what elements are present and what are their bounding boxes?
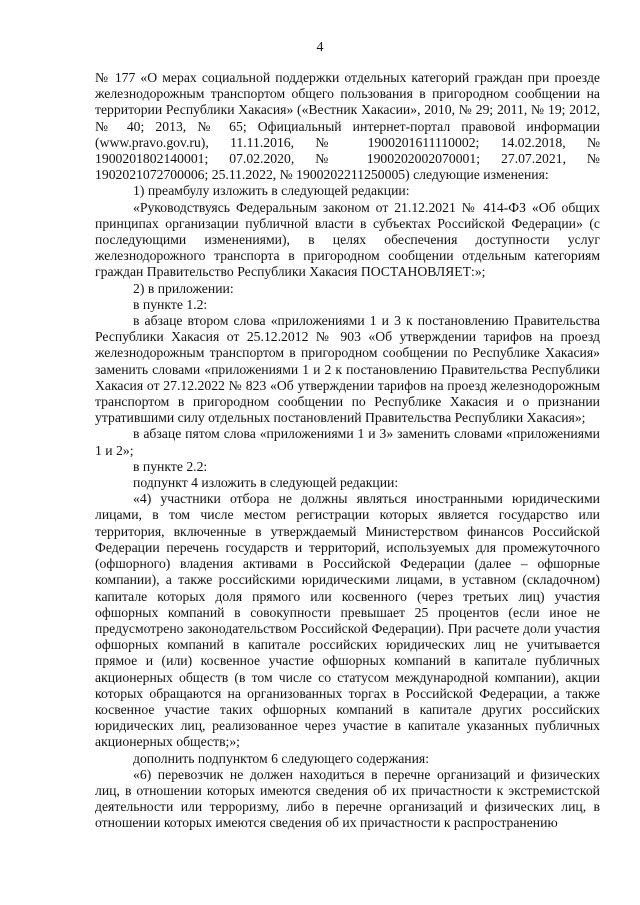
paragraph-second-abzats: в абзаце втором слова «приложениями 1 и 3 к постановлению Правительства Республики Хакасия от 25.12.2012 № 903 «Об утверждении тарифов на проезд железнодорожным транспортом в пригородном сообщении по Республике Хакасия» заменить словами «приложениями 1 и 2 к постановлению Правительства Республики Хакасия от 27.12.2022 № 823 «Об утверждении тарифов на проезд железнодорожным транспортом в пригородном сообщении по Республике Хакасия и о признании утратившими силу отдельных постановлений Правительства Республики Хакасия»; bbox=[95, 313, 600, 426]
paragraph-subpoint-6-intro: дополнить подпунктом 6 следующего содержания: bbox=[133, 750, 430, 766]
paragraph-subpoint-6-text: «6) перевозчик не должен находиться в перечне организаций и физических лиц, в отношении которых имеются сведения об их причастности к экстремистской деятельности или терроризму, либо в перечне организаций и физических лиц, в отношении которых имеются сведения об их причастности к распространению bbox=[95, 766, 600, 831]
paragraph-item-2: 2) в приложении: bbox=[133, 280, 234, 296]
paragraph-point-1-2: в пункте 1.2: bbox=[133, 296, 208, 312]
paragraph-preamble-quote: «Руководствуясь Федеральным законом от 21.12.2021 № 414-ФЗ «Об общих принципах организации публичной власти в субъектах Российской Федерации» (с последующими изменениями), в целях обеспечения доступности услуг железнодорожного транспорта в пригородном сообщении отдельным категориям граждан Правительство Республики Хакасия ПОСТАНОВЛЯЕТ:»; bbox=[95, 199, 600, 280]
paragraph-subpoint-4-text: «4) участники отбора не должны являться иностранными юридическими лицами, в том числе местом регистрации которых является государство или территория, включенные в утверждаемый Министерством финансов Российской Федерации перечень государств и территорий, используемых для промежуточного (офшорного) владения активами в Российской Федерации (далее – офшорные компании), а также российскими юридическими лицами, в уставном (складочном) капитале которых доля прямого или косвенного (через третьих лиц) участия офшорных компаний в совокупности превышает 25 процентов (если иное не предусмотрено законодательством Российской Федерации). При расчете доли участия офшорных компаний в капитале российских юридических лиц не учитывается прямое и (или) косвенное участие офшорных компаний в капитале публичных акционерных обществ (в том числе со статусом международной компании), акции которых обращаются на организованных торгах в Российской Федерации, а также косвенное участие таких офшорных компаний в капитале других российских юридических лиц, реализованное через участие в капитале указанных публичных акционерных обществ;»; bbox=[95, 491, 600, 750]
document-body bbox=[95, 70, 600, 832]
page-number: 4 bbox=[316, 40, 324, 55]
paragraph-point-2-2: в пункте 2.2: bbox=[133, 458, 208, 474]
paragraph-continuation: № 177 «О мерах социальной поддержки отдельных категорий граждан при проезде железнодорожным транспортом общего пользования в пригородном сообщении на территории Республики Хакасия» («Вестник Хакасии», 2010, № 29; 2011, № 19; 2012, № 40; 2013, № 65; Официальный интернет-портал правовой информации (www.pravo.gov.ru), 11.11.2016, № 1900201611110002; 14.02.2018, № 1900201802140001; 07.02.2020, № 1900202002070001; 27.07.2021, № 1902021072700006; 25.11.2022, № 1900202211250005) следующие изменения: bbox=[95, 70, 600, 183]
paragraph-subpoint-4-intro: подпункт 4 изложить в следующей редакции: bbox=[133, 475, 399, 491]
paragraph-fifth-abzats: в абзаце пятом слова «приложениями 1 и 3» заменить словами «приложениями 1 и 2»; bbox=[95, 426, 600, 458]
paragraph-item-1: 1) преамбулу изложить в следующей редакции: bbox=[133, 183, 410, 199]
